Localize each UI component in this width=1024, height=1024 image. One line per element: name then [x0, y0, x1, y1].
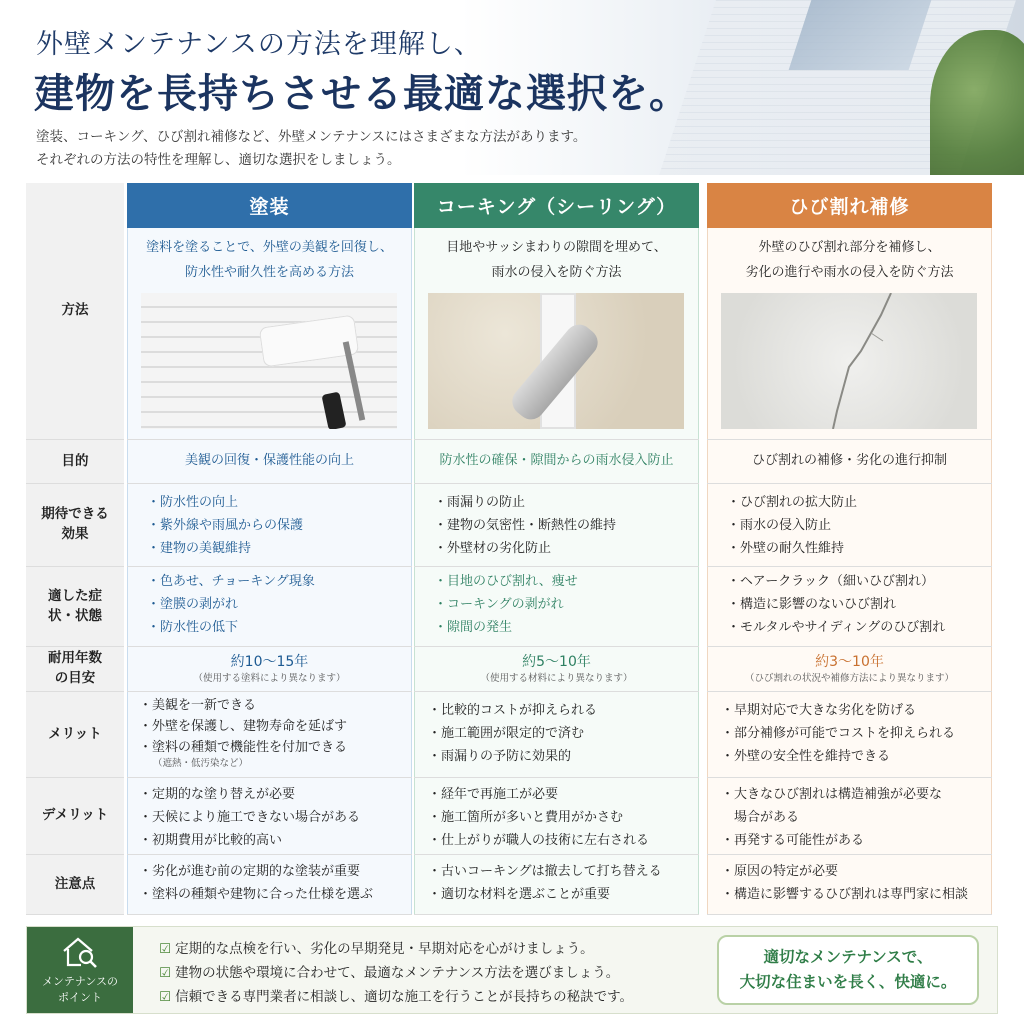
demerit-cell-crack [707, 778, 992, 855]
list-item: 場合がある [721, 809, 800, 825]
merit-cell-crack [707, 692, 992, 778]
method-cell-crack [707, 228, 992, 440]
purpose-text: 美観の回復・保護性能の向上 [184, 453, 354, 469]
column-header-crack-repair: ひび割れ補修 [707, 183, 992, 228]
row-label-caution: 注意点 [26, 855, 124, 915]
lifespan-cell-painting [127, 647, 412, 692]
caution-cell-caulking [414, 855, 699, 915]
row-label-merit: メリット [26, 692, 124, 778]
roller-grip [321, 392, 346, 429]
effect-cell-painting [127, 484, 412, 567]
closing-message-line1: 適切なメンテナンスで、 [763, 948, 933, 967]
maintenance-points-panel [26, 926, 998, 1014]
list-item: ・大きなひび割れは構造補強が必要な [721, 787, 943, 802]
lifespan-note: （使用する塗料により異なります） [193, 672, 346, 684]
lead-text-line1: 塗装、コーキング、ひび割れ補修など、外壁メンテナンスにはさまざまな方法があります。 [36, 129, 587, 145]
hero-header [0, 0, 1024, 175]
list-item: ・外壁の耐久性維持 [727, 540, 845, 556]
effect-cell-caulking [414, 484, 699, 567]
list-item: ・目地のひび割れ、痩せ [434, 574, 578, 589]
list-item: ・適切な材料を選ぶことが重要 [428, 886, 611, 902]
lead-text-line2: それぞれの方法の特性を理解し、適切な選択をしましょう。 [36, 152, 401, 168]
point-item [159, 961, 633, 985]
symptom-cell-painting [127, 567, 412, 647]
house-magnifier-icon [61, 935, 99, 969]
point-text: 定期的な点検を行い、劣化の早期発見・早期対応を心がけましょう。 [175, 941, 594, 957]
merit-cell-painting [127, 692, 412, 778]
list-item: ・紫外線や雨風からの保護 [147, 517, 304, 533]
list-item: ・古いコーキングは撤去して打ち替える [428, 864, 662, 879]
method-cell-painting [127, 228, 412, 440]
row-label-effect: 期待できる効果 [26, 484, 124, 567]
list-item: ・コーキングの剥がれ [434, 596, 564, 612]
list-item: ・雨水の侵入防止 [727, 517, 832, 533]
list-item: ・施工箇所が多いと費用がかさむ [428, 809, 624, 825]
column-header-caulking: コーキング（シーリング） [414, 183, 699, 228]
lifespan-value: 約5〜10年 [522, 654, 591, 671]
row-label-purpose: 目的 [26, 440, 124, 484]
list-item: ・構造に影響のないひび割れ [727, 596, 897, 612]
lifespan-note: （使用する材料により異なります） [480, 672, 633, 684]
caution-cell-painting [127, 855, 412, 915]
lifespan-value: 約3〜10年 [815, 654, 884, 671]
points-tag [27, 927, 133, 1013]
list-item: ・建物の気密性・断熱性の維持 [434, 517, 617, 533]
method-text: 雨水の侵入を防ぐ方法 [491, 264, 622, 280]
symptom-cell-caulking [414, 567, 699, 647]
purpose-text: ひび割れの補修・劣化の進行抑制 [751, 453, 947, 469]
point-item [159, 985, 633, 1009]
list-item: ・定期的な塗り替えが必要 [139, 787, 296, 802]
point-text: 信頼できる専門業者に相談し、適切な施工を行うことが長持ちの秘訣です。 [175, 989, 634, 1006]
painting-roller-photo [141, 293, 397, 429]
method-text: 塗料を塗ることで、外壁の美観を回復し、 [146, 240, 393, 255]
method-text: 目地やサッシまわりの隙間を埋めて、 [446, 240, 667, 255]
row-label-symptom: 適した症状・状態 [26, 567, 124, 647]
list-item: ・仕上がりが職人の技術に左右される [428, 832, 650, 848]
list-item: ・美観を一新できる [139, 698, 257, 713]
list-item: ・部分補修が可能でコストを抑えられる [721, 725, 956, 741]
purpose-cell-crack [707, 440, 992, 484]
list-item: ・防水性の向上 [147, 495, 239, 510]
list-item: ・塗料の種類や建物に合った仕様を選ぶ [139, 886, 374, 902]
list-item: ・塗膜の剥がれ [147, 596, 239, 612]
list-item: ・隙間の発生 [434, 619, 513, 635]
row-label-lifespan: 耐用年数の目安 [26, 647, 124, 692]
lifespan-note: （ひび割れの状況や補修方法により異なります） [744, 672, 954, 684]
wall-crack-photo [721, 293, 977, 429]
list-item: ・施工範囲が限定的で済む [428, 725, 585, 741]
points-list [159, 937, 633, 1009]
list-item: ・モルタルやサイディングのひび割れ [727, 619, 946, 635]
method-text: 防水性や耐久性を高める方法 [184, 264, 354, 280]
row-label-demerit: デメリット [26, 778, 124, 855]
caulking-gun-photo [428, 293, 684, 429]
merit-note: （遮熱・低汚染など） [153, 758, 249, 770]
list-item: ・塗料の種類で機能性を付加できる [139, 739, 348, 755]
closing-message-line2: 大切な住まいを長く、快適に。 [739, 973, 957, 991]
caution-cell-crack [707, 855, 992, 915]
merit-cell-caulking [414, 692, 699, 778]
list-item: ・色あせ、チョーキング現象 [147, 574, 315, 589]
purpose-cell-painting [127, 440, 412, 484]
list-item: ・建物の美観維持 [147, 540, 252, 556]
purpose-text: 防水性の確保・隙間からの雨水侵入防止 [439, 453, 674, 469]
closing-message-box [717, 935, 979, 1005]
crack-line-icon [721, 293, 977, 429]
list-item: ・外壁を保護し、建物寿命を延ばす [139, 718, 348, 734]
list-item: ・原因の特定が必要 [721, 864, 839, 879]
list-item: ・経年で再施工が必要 [428, 787, 559, 802]
list-item: ・外壁材の劣化防止 [434, 540, 552, 556]
list-item: ・構造に影響するひび割れは専門家に相談 [721, 886, 969, 902]
lifespan-cell-caulking [414, 647, 699, 692]
purpose-cell-caulking [414, 440, 699, 484]
row-label-method: 方法 [26, 183, 124, 440]
list-item: ・雨漏りの防止 [434, 495, 526, 510]
demerit-cell-caulking [414, 778, 699, 855]
list-item: ・ひび割れの拡大防止 [727, 495, 858, 510]
headline-line1: 外壁メンテナンスの方法を理解し、 [36, 29, 482, 60]
method-text: 外壁のひび割れ部分を補修し、 [758, 240, 941, 255]
method-cell-caulking [414, 228, 699, 440]
list-item: ・早期対応で大きな劣化を防げる [721, 703, 917, 718]
column-header-painting: 塗装 [127, 183, 412, 228]
checkbox-icon: ☑ [159, 965, 172, 982]
point-item [159, 937, 633, 961]
list-item: ・雨漏りの予防に効果的 [428, 748, 572, 764]
list-item: ・防水性の低下 [147, 619, 239, 635]
effect-cell-crack [707, 484, 992, 567]
list-item: ・ヘアークラック（細いひび割れ） [727, 574, 934, 589]
list-item: ・比較的コストが抑えられる [428, 703, 598, 718]
points-tag-line1: メンテナンスの [41, 975, 119, 989]
lifespan-cell-crack [707, 647, 992, 692]
symptom-cell-crack [707, 567, 992, 647]
point-text: 建物の状態や環境に合わせて、最適なメンテナンス方法を選びましょう。 [175, 965, 620, 982]
points-tag-line2: ポイント [58, 990, 102, 1004]
checkbox-icon: ☑ [159, 941, 172, 957]
method-text: 劣化の進行や雨水の侵入を防ぐ方法 [745, 264, 954, 280]
demerit-cell-painting [127, 778, 412, 855]
list-item: ・外壁の安全性を維持できる [721, 748, 891, 764]
headline-line2: 建物を長持ちさせる最適な選択を。 [34, 70, 690, 117]
list-item: ・初期費用が比較的高い [139, 832, 283, 848]
list-item: ・劣化が進む前の定期的な塗装が重要 [139, 864, 361, 879]
checkbox-icon: ☑ [159, 989, 172, 1006]
list-item: ・天候により施工できない場合がある [139, 809, 361, 825]
lifespan-value: 約10〜15年 [230, 654, 309, 671]
window-illustration [789, 0, 932, 70]
list-item: ・再発する可能性がある [721, 832, 865, 848]
